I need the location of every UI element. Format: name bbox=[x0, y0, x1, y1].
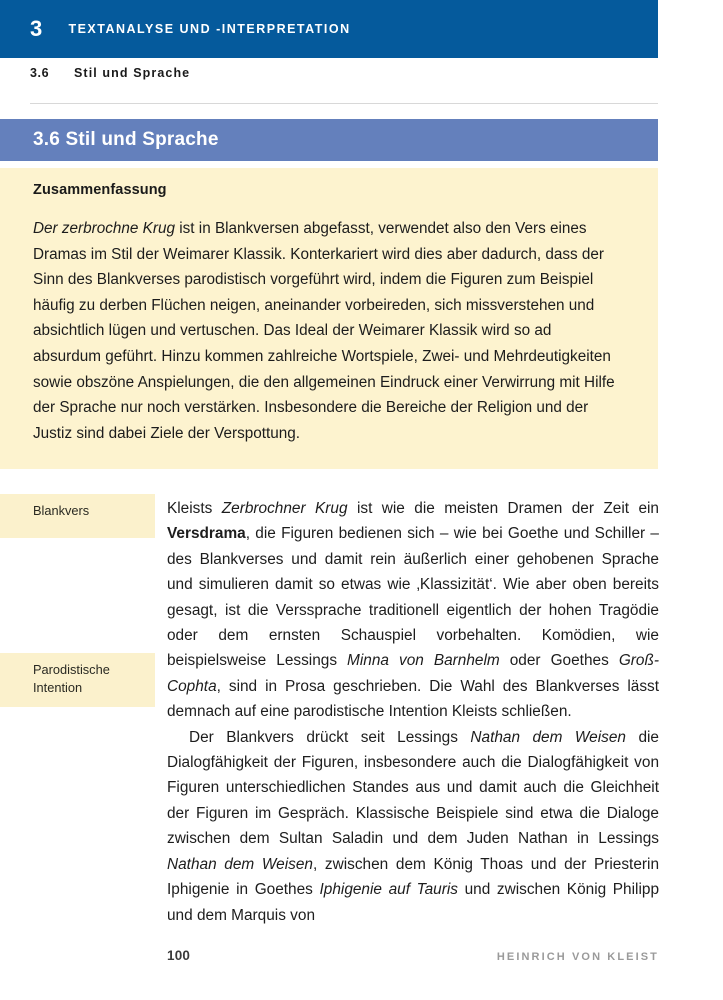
body-text-column bbox=[167, 496, 659, 928]
page-number: 100 bbox=[167, 948, 191, 963]
header-divider-rule bbox=[30, 103, 658, 104]
body-paragraph: Kleists Zerbrochner Krug ist wie die meisten Dramen der Zeit ein Versdrama, die Figuren bedienen sich – wie bei Goethe und Schiller – des Blankverses und damit rein äußerlich einer gehobenen Sprache und simulieren damit so etwas wie ‚Klassizität‘. Wie aber oben bereits gesagt, ist die Verssprache traditionell eigentlich der hohen Tragödie oder dem ernsten Schauspiel vorbehalten. Komödien, wie beispielsweise Lessings Minna von Barnhelm oder Goethes Groß-Cophta, sind in Prosa geschrieben. Die Wahl des Blankverses lässt demnach auf eine parodistische Intention Kleists schließen. bbox=[167, 500, 659, 721]
section-running-head-title: Stil und Sprache bbox=[74, 66, 191, 80]
chapter-running-head-bar bbox=[0, 0, 658, 58]
section-title-banner bbox=[0, 119, 658, 161]
margin-note-parodistische-intention bbox=[0, 653, 155, 707]
margin-note-label: Blankvers bbox=[33, 503, 90, 518]
book-title: HEINRICH VON KLEIST bbox=[496, 951, 659, 963]
margin-note-label: Parodistische Intention bbox=[33, 662, 110, 695]
margin-note-blankvers bbox=[0, 494, 155, 538]
summary-heading: Zusammenfassung bbox=[33, 182, 167, 198]
summary-box bbox=[0, 168, 658, 469]
section-running-head-number: 3.6 bbox=[30, 66, 50, 80]
page-footer bbox=[167, 948, 659, 963]
section-title-banner-label: 3.6 Stil und Sprache bbox=[33, 129, 219, 150]
chapter-title: TEXTANALYSE UND -INTERPRETATION bbox=[68, 22, 351, 36]
chapter-number: 3 bbox=[30, 16, 43, 41]
summary-paragraph: Der zerbrochne Krug ist in Blankversen abgefasst, verwendet also den Vers eines Dramas im Stil der Weimarer Klassik. Konterkariert wird dies aber dadurch, dass der Sinn des Blankverses parodistisch vorgeführt wird, indem die Figuren zum Beispiel häufig zu derben Flüchen neigen, aneinander vorbeireden, sich missverstehen und absichtlich lügen und vertuschen. Das Ideal der Weimarer Klassik wird so ad absurdum geführt. Hinzu kommen zahlreiche Wortspiele, Zwei- und Mehrdeutigkeiten sowie obszöne Anspielungen, die den allgemeinen Eindruck einer Verwirrung mit Hilfe der Sprache nur noch verstärken. Insbesondere die Bereiche der Religion und der Justiz sind dabei Ziele der Verspottung. bbox=[33, 220, 615, 442]
body-paragraph: Der Blankvers drückt seit Lessings Nathan dem Weisen die Dialogfähigkeit der Figuren, insbesondere auch die Dialogfähigkeit von Figuren unterschiedlichen Standes aus und damit auch die Gleichheit der Figuren im Gespräch. Klassische Beispiele sind etwa die Dialoge zwischen dem Sultan Saladin und dem Juden Nathan in Lessings Nathan dem Weisen, zwischen dem König Thoas und der Priesterin Iphigenie in Goethes Iphigenie auf Tauris und zwischen König Philipp und dem Marquis von bbox=[167, 728, 659, 924]
section-running-head bbox=[30, 66, 190, 80]
